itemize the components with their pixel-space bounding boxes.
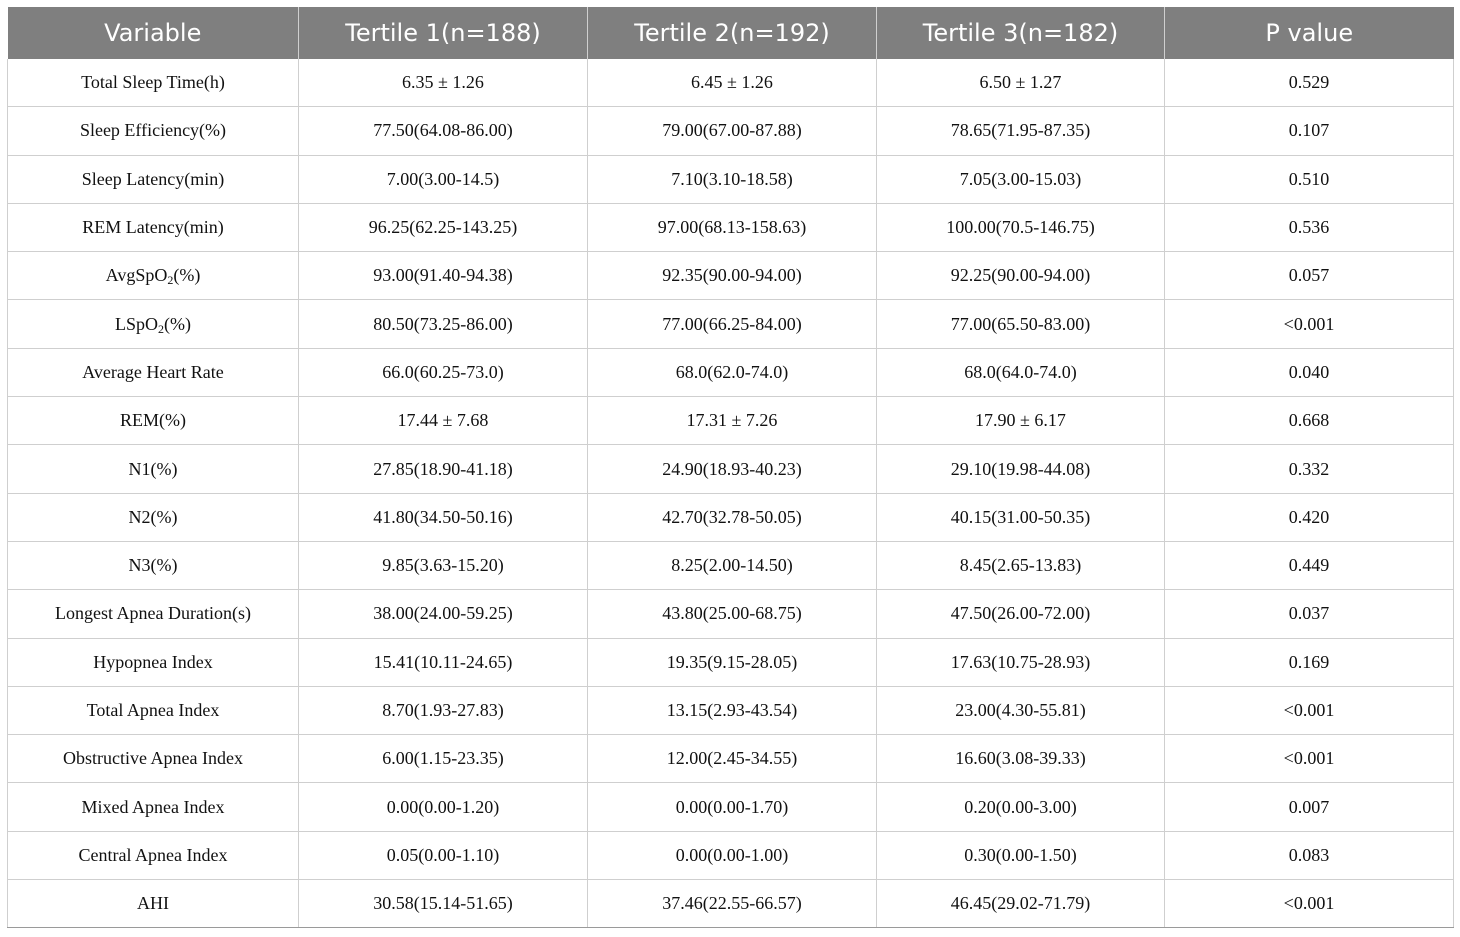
variable-cell: N3(%) bbox=[8, 541, 299, 589]
tertile-3-cell: 0.20(0.00-3.00) bbox=[877, 783, 1165, 831]
table-row bbox=[8, 59, 1454, 107]
tertile-1-cell: 17.44 ± 7.68 bbox=[299, 397, 588, 445]
tertile-3-cell: 17.63(10.75-28.93) bbox=[877, 638, 1165, 686]
tertile-1-cell: 9.85(3.63-15.20) bbox=[299, 541, 588, 589]
header-p-value: P value bbox=[1165, 7, 1454, 59]
tertile-2-cell: 6.45 ± 1.26 bbox=[588, 59, 877, 107]
tertile-3-cell: 16.60(3.08-39.33) bbox=[877, 735, 1165, 783]
p-value-cell: 0.169 bbox=[1165, 638, 1454, 686]
tertile-2-cell: 77.00(66.25-84.00) bbox=[588, 300, 877, 348]
tertile-3-cell: 8.45(2.65-13.83) bbox=[877, 541, 1165, 589]
table-row bbox=[8, 686, 1454, 734]
p-value-cell: 0.668 bbox=[1165, 397, 1454, 445]
tertile-1-cell: 30.58(15.14-51.65) bbox=[299, 880, 588, 928]
tertile-2-cell: 79.00(67.00-87.88) bbox=[588, 107, 877, 155]
tertile-1-cell: 0.05(0.00-1.10) bbox=[299, 831, 588, 879]
p-value-cell: 0.083 bbox=[1165, 831, 1454, 879]
variable-cell: Sleep Efficiency(%) bbox=[8, 107, 299, 155]
p-value-cell: <0.001 bbox=[1165, 300, 1454, 348]
variable-suffix: (%) bbox=[173, 265, 201, 286]
table-body bbox=[8, 59, 1454, 928]
tertile-1-cell: 8.70(1.93-27.83) bbox=[299, 686, 588, 734]
table-row bbox=[8, 300, 1454, 348]
tertile-1-cell: 66.0(60.25-73.0) bbox=[299, 348, 588, 396]
tertile-3-cell: 100.00(70.5-146.75) bbox=[877, 203, 1165, 251]
variable-text: AvgSpO bbox=[105, 265, 168, 286]
p-value-cell: <0.001 bbox=[1165, 880, 1454, 928]
tertile-3-cell: 7.05(3.00-15.03) bbox=[877, 155, 1165, 203]
tertile-1-cell: 93.00(91.40-94.38) bbox=[299, 252, 588, 300]
table-row bbox=[8, 638, 1454, 686]
p-value-cell: 0.040 bbox=[1165, 348, 1454, 396]
tertile-3-cell: 23.00(4.30-55.81) bbox=[877, 686, 1165, 734]
tertile-1-cell: 27.85(18.90-41.18) bbox=[299, 445, 588, 493]
tertile-2-cell: 12.00(2.45-34.55) bbox=[588, 735, 877, 783]
table-row bbox=[8, 493, 1454, 541]
tertile-2-cell: 13.15(2.93-43.54) bbox=[588, 686, 877, 734]
tertile-1-cell: 96.25(62.25-143.25) bbox=[299, 203, 588, 251]
tertile-3-cell: 68.0(64.0-74.0) bbox=[877, 348, 1165, 396]
table-row bbox=[8, 445, 1454, 493]
variable-text: LSpO bbox=[115, 313, 159, 334]
variable-cell: Total Apnea Index bbox=[8, 686, 299, 734]
variable-cell: Total Sleep Time(h) bbox=[8, 59, 299, 107]
tertile-2-cell: 19.35(9.15-28.05) bbox=[588, 638, 877, 686]
tertile-3-cell: 47.50(26.00-72.00) bbox=[877, 590, 1165, 638]
tertile-1-cell: 38.00(24.00-59.25) bbox=[299, 590, 588, 638]
variable-cell: Mixed Apnea Index bbox=[8, 783, 299, 831]
variable-cell: Longest Apnea Duration(s) bbox=[8, 590, 299, 638]
tertile-1-cell: 0.00(0.00-1.20) bbox=[299, 783, 588, 831]
header-row bbox=[8, 7, 1454, 59]
tertile-3-cell: 40.15(31.00-50.35) bbox=[877, 493, 1165, 541]
table-row bbox=[8, 831, 1454, 879]
table-row bbox=[8, 590, 1454, 638]
tertile-1-cell: 77.50(64.08-86.00) bbox=[299, 107, 588, 155]
p-value-cell: 0.420 bbox=[1165, 493, 1454, 541]
tertile-2-cell: 43.80(25.00-68.75) bbox=[588, 590, 877, 638]
tertile-2-cell: 37.46(22.55-66.57) bbox=[588, 880, 877, 928]
tertile-3-cell: 17.90 ± 6.17 bbox=[877, 397, 1165, 445]
tertile-1-cell: 7.00(3.00-14.5) bbox=[299, 155, 588, 203]
variable-cell: AHI bbox=[8, 880, 299, 928]
header-variable: Variable bbox=[8, 7, 299, 59]
header-tertile-1: Tertile 1(n=188) bbox=[299, 7, 588, 59]
sleep-parameters-table-container bbox=[7, 7, 1453, 928]
p-value-cell: 0.536 bbox=[1165, 203, 1454, 251]
tertile-3-cell: 0.30(0.00-1.50) bbox=[877, 831, 1165, 879]
variable-cell: Central Apnea Index bbox=[8, 831, 299, 879]
p-value-cell: <0.001 bbox=[1165, 735, 1454, 783]
variable-suffix: (%) bbox=[164, 313, 191, 334]
tertile-3-cell: 92.25(90.00-94.00) bbox=[877, 252, 1165, 300]
variable-subscript: 2 bbox=[167, 273, 174, 288]
p-value-cell: 0.510 bbox=[1165, 155, 1454, 203]
tertile-2-cell: 24.90(18.93-40.23) bbox=[588, 445, 877, 493]
variable-cell: Obstructive Apnea Index bbox=[8, 735, 299, 783]
table-header bbox=[8, 7, 1454, 59]
table-row bbox=[8, 735, 1454, 783]
table-row bbox=[8, 107, 1454, 155]
p-value-cell: <0.001 bbox=[1165, 686, 1454, 734]
table-row bbox=[8, 541, 1454, 589]
variable-cell: N2(%) bbox=[8, 493, 299, 541]
tertile-3-cell: 77.00(65.50-83.00) bbox=[877, 300, 1165, 348]
p-value-cell: 0.332 bbox=[1165, 445, 1454, 493]
variable-cell bbox=[8, 300, 299, 348]
variable-cell: Sleep Latency(min) bbox=[8, 155, 299, 203]
header-tertile-2: Tertile 2(n=192) bbox=[588, 7, 877, 59]
p-value-cell: 0.057 bbox=[1165, 252, 1454, 300]
tertile-3-cell: 29.10(19.98-44.08) bbox=[877, 445, 1165, 493]
tertile-2-cell: 97.00(68.13-158.63) bbox=[588, 203, 877, 251]
p-value-cell: 0.529 bbox=[1165, 59, 1454, 107]
tertile-2-cell: 42.70(32.78-50.05) bbox=[588, 493, 877, 541]
variable-cell: Hypopnea Index bbox=[8, 638, 299, 686]
tertile-1-cell: 80.50(73.25-86.00) bbox=[299, 300, 588, 348]
tertile-2-cell: 8.25(2.00-14.50) bbox=[588, 541, 877, 589]
tertile-2-cell: 0.00(0.00-1.00) bbox=[588, 831, 877, 879]
variable-cell bbox=[8, 252, 299, 300]
sleep-parameters-table bbox=[7, 7, 1454, 928]
table-row bbox=[8, 252, 1454, 300]
variable-cell: REM Latency(min) bbox=[8, 203, 299, 251]
p-value-cell: 0.037 bbox=[1165, 590, 1454, 638]
tertile-2-cell: 68.0(62.0-74.0) bbox=[588, 348, 877, 396]
tertile-1-cell: 6.00(1.15-23.35) bbox=[299, 735, 588, 783]
tertile-3-cell: 78.65(71.95-87.35) bbox=[877, 107, 1165, 155]
table-row bbox=[8, 783, 1454, 831]
tertile-1-cell: 6.35 ± 1.26 bbox=[299, 59, 588, 107]
table-row bbox=[8, 155, 1454, 203]
tertile-1-cell: 41.80(34.50-50.16) bbox=[299, 493, 588, 541]
table-row bbox=[8, 397, 1454, 445]
variable-cell: Average Heart Rate bbox=[8, 348, 299, 396]
header-tertile-3: Tertile 3(n=182) bbox=[877, 7, 1165, 59]
tertile-1-cell: 15.41(10.11-24.65) bbox=[299, 638, 588, 686]
variable-subscript: 2 bbox=[158, 321, 165, 336]
p-value-cell: 0.107 bbox=[1165, 107, 1454, 155]
variable-cell: N1(%) bbox=[8, 445, 299, 493]
variable-cell: REM(%) bbox=[8, 397, 299, 445]
table-row bbox=[8, 203, 1454, 251]
table-row bbox=[8, 880, 1454, 928]
tertile-3-cell: 6.50 ± 1.27 bbox=[877, 59, 1165, 107]
tertile-2-cell: 92.35(90.00-94.00) bbox=[588, 252, 877, 300]
table-row bbox=[8, 348, 1454, 396]
p-value-cell: 0.007 bbox=[1165, 783, 1454, 831]
tertile-2-cell: 7.10(3.10-18.58) bbox=[588, 155, 877, 203]
tertile-2-cell: 0.00(0.00-1.70) bbox=[588, 783, 877, 831]
tertile-3-cell: 46.45(29.02-71.79) bbox=[877, 880, 1165, 928]
tertile-2-cell: 17.31 ± 7.26 bbox=[588, 397, 877, 445]
p-value-cell: 0.449 bbox=[1165, 541, 1454, 589]
